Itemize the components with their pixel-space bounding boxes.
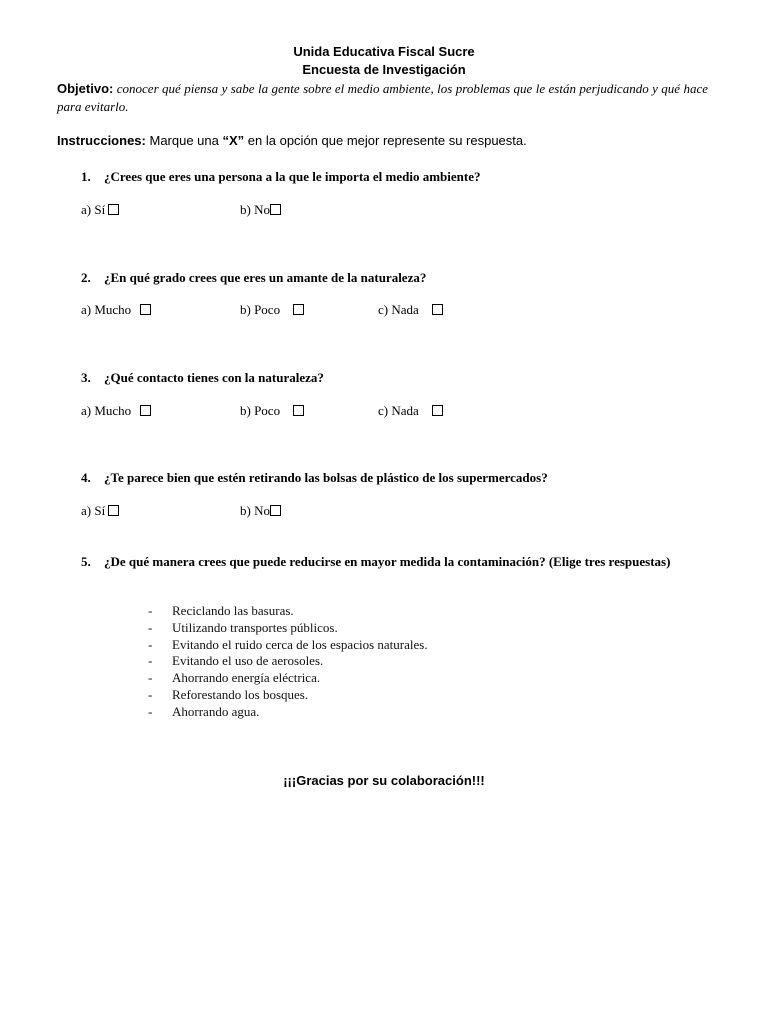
list-item[interactable] <box>148 637 428 654</box>
question-text: ¿Qué contacto tienes con la naturaleza? <box>104 370 324 385</box>
list-item-text: Reciclando las basuras. <box>172 603 294 618</box>
checkbox[interactable] <box>140 405 151 416</box>
q4-option-si[interactable] <box>81 503 119 519</box>
q2-option-poco[interactable] <box>240 302 304 318</box>
q3-option-poco[interactable] <box>240 403 304 419</box>
option-label: a) Sí <box>81 503 106 518</box>
objective-paragraph <box>57 80 708 116</box>
list-item-text: Reforestando los bosques. <box>172 686 309 702</box>
list-dash: - <box>148 686 153 702</box>
objective-label: Objetivo: <box>57 81 114 96</box>
list-item[interactable] <box>148 670 428 687</box>
checkbox[interactable] <box>140 304 151 315</box>
thanks-message: ¡¡¡Gracias por su colaboración!!! <box>283 773 485 788</box>
checkbox[interactable] <box>432 405 443 416</box>
instructions-mark: “X” <box>222 133 245 148</box>
list-item[interactable] <box>148 704 428 721</box>
option-label: b) Poco <box>240 403 281 418</box>
question-number: 1. <box>81 169 91 184</box>
question-2 <box>81 269 426 287</box>
checkbox[interactable] <box>108 204 119 215</box>
q4-option-no[interactable] <box>240 503 281 519</box>
instructions-text-before: Marque una <box>149 133 219 148</box>
list-dash: - <box>148 636 153 652</box>
option-label: b) Poco <box>240 302 281 317</box>
option-label: b) No <box>240 503 270 518</box>
school-name: Unida Educativa Fiscal Sucre <box>293 44 475 59</box>
instructions-text-after: en la opción que mejor represente su respuesta. <box>247 133 527 148</box>
list-item-text: Evitando el uso de aerosoles. <box>172 653 324 669</box>
checkbox[interactable] <box>293 304 304 315</box>
list-dash: - <box>148 670 153 686</box>
checkbox[interactable] <box>270 204 281 215</box>
list-item[interactable] <box>148 620 428 637</box>
question-text: ¿Te parece bien que estén retirando las bolsas de plástico de los supermercados? <box>104 470 548 485</box>
list-dash: - <box>148 603 153 618</box>
list-dash: - <box>148 619 153 635</box>
instructions-paragraph <box>57 133 527 148</box>
list-item-text: Ahorrando agua. <box>172 703 260 719</box>
checkbox[interactable] <box>270 505 281 516</box>
option-label: c) Nada <box>378 302 419 317</box>
checkbox[interactable] <box>108 505 119 516</box>
question-text: ¿De qué manera crees que puede reducirse en mayor medida la contaminación? (Elige tres respuestas) <box>104 554 671 569</box>
list-dash: - <box>148 703 153 719</box>
q1-option-si[interactable] <box>81 202 119 218</box>
question-number: 2. <box>81 270 91 285</box>
answer-list <box>148 603 428 721</box>
option-label: a) Mucho <box>81 302 132 317</box>
list-item[interactable] <box>148 603 428 620</box>
option-label: a) Mucho <box>81 403 132 418</box>
q1-option-no[interactable] <box>240 202 281 218</box>
objective-text: conocer qué piensa y sabe la gente sobre el medio ambiente, los problemas que le están perjudicando y qué hace para evitarlo. <box>57 81 709 114</box>
list-item[interactable] <box>148 687 428 704</box>
q2-option-nada[interactable] <box>378 302 443 318</box>
option-label: b) No <box>240 202 270 217</box>
list-dash: - <box>148 653 153 669</box>
list-item-text: Utilizando transportes públicos. <box>172 619 338 635</box>
question-text: ¿En qué grado crees que eres un amante de la naturaleza? <box>104 270 427 285</box>
question-number: 3. <box>81 370 91 385</box>
list-item-text: Evitando el ruido cerca de los espacios naturales. <box>172 636 428 652</box>
q3-option-mucho[interactable] <box>81 403 151 419</box>
list-item-text: Ahorrando energía eléctrica. <box>172 670 321 686</box>
question-number: 5. <box>81 554 91 569</box>
question-5 <box>81 553 721 571</box>
question-3 <box>81 369 324 387</box>
checkbox[interactable] <box>432 304 443 315</box>
survey-title: Encuesta de Investigación <box>302 62 466 77</box>
instructions-label: Instrucciones: <box>57 133 146 148</box>
option-label: a) Sí <box>81 202 106 217</box>
checkbox[interactable] <box>293 405 304 416</box>
question-1 <box>81 168 481 186</box>
list-item[interactable] <box>148 653 428 670</box>
option-label: c) Nada <box>378 403 419 418</box>
question-number: 4. <box>81 470 91 485</box>
question-text: ¿Crees que eres una persona a la que le importa el medio ambiente? <box>104 169 481 184</box>
q2-option-mucho[interactable] <box>81 302 151 318</box>
q3-option-nada[interactable] <box>378 403 443 419</box>
question-4 <box>81 469 548 487</box>
